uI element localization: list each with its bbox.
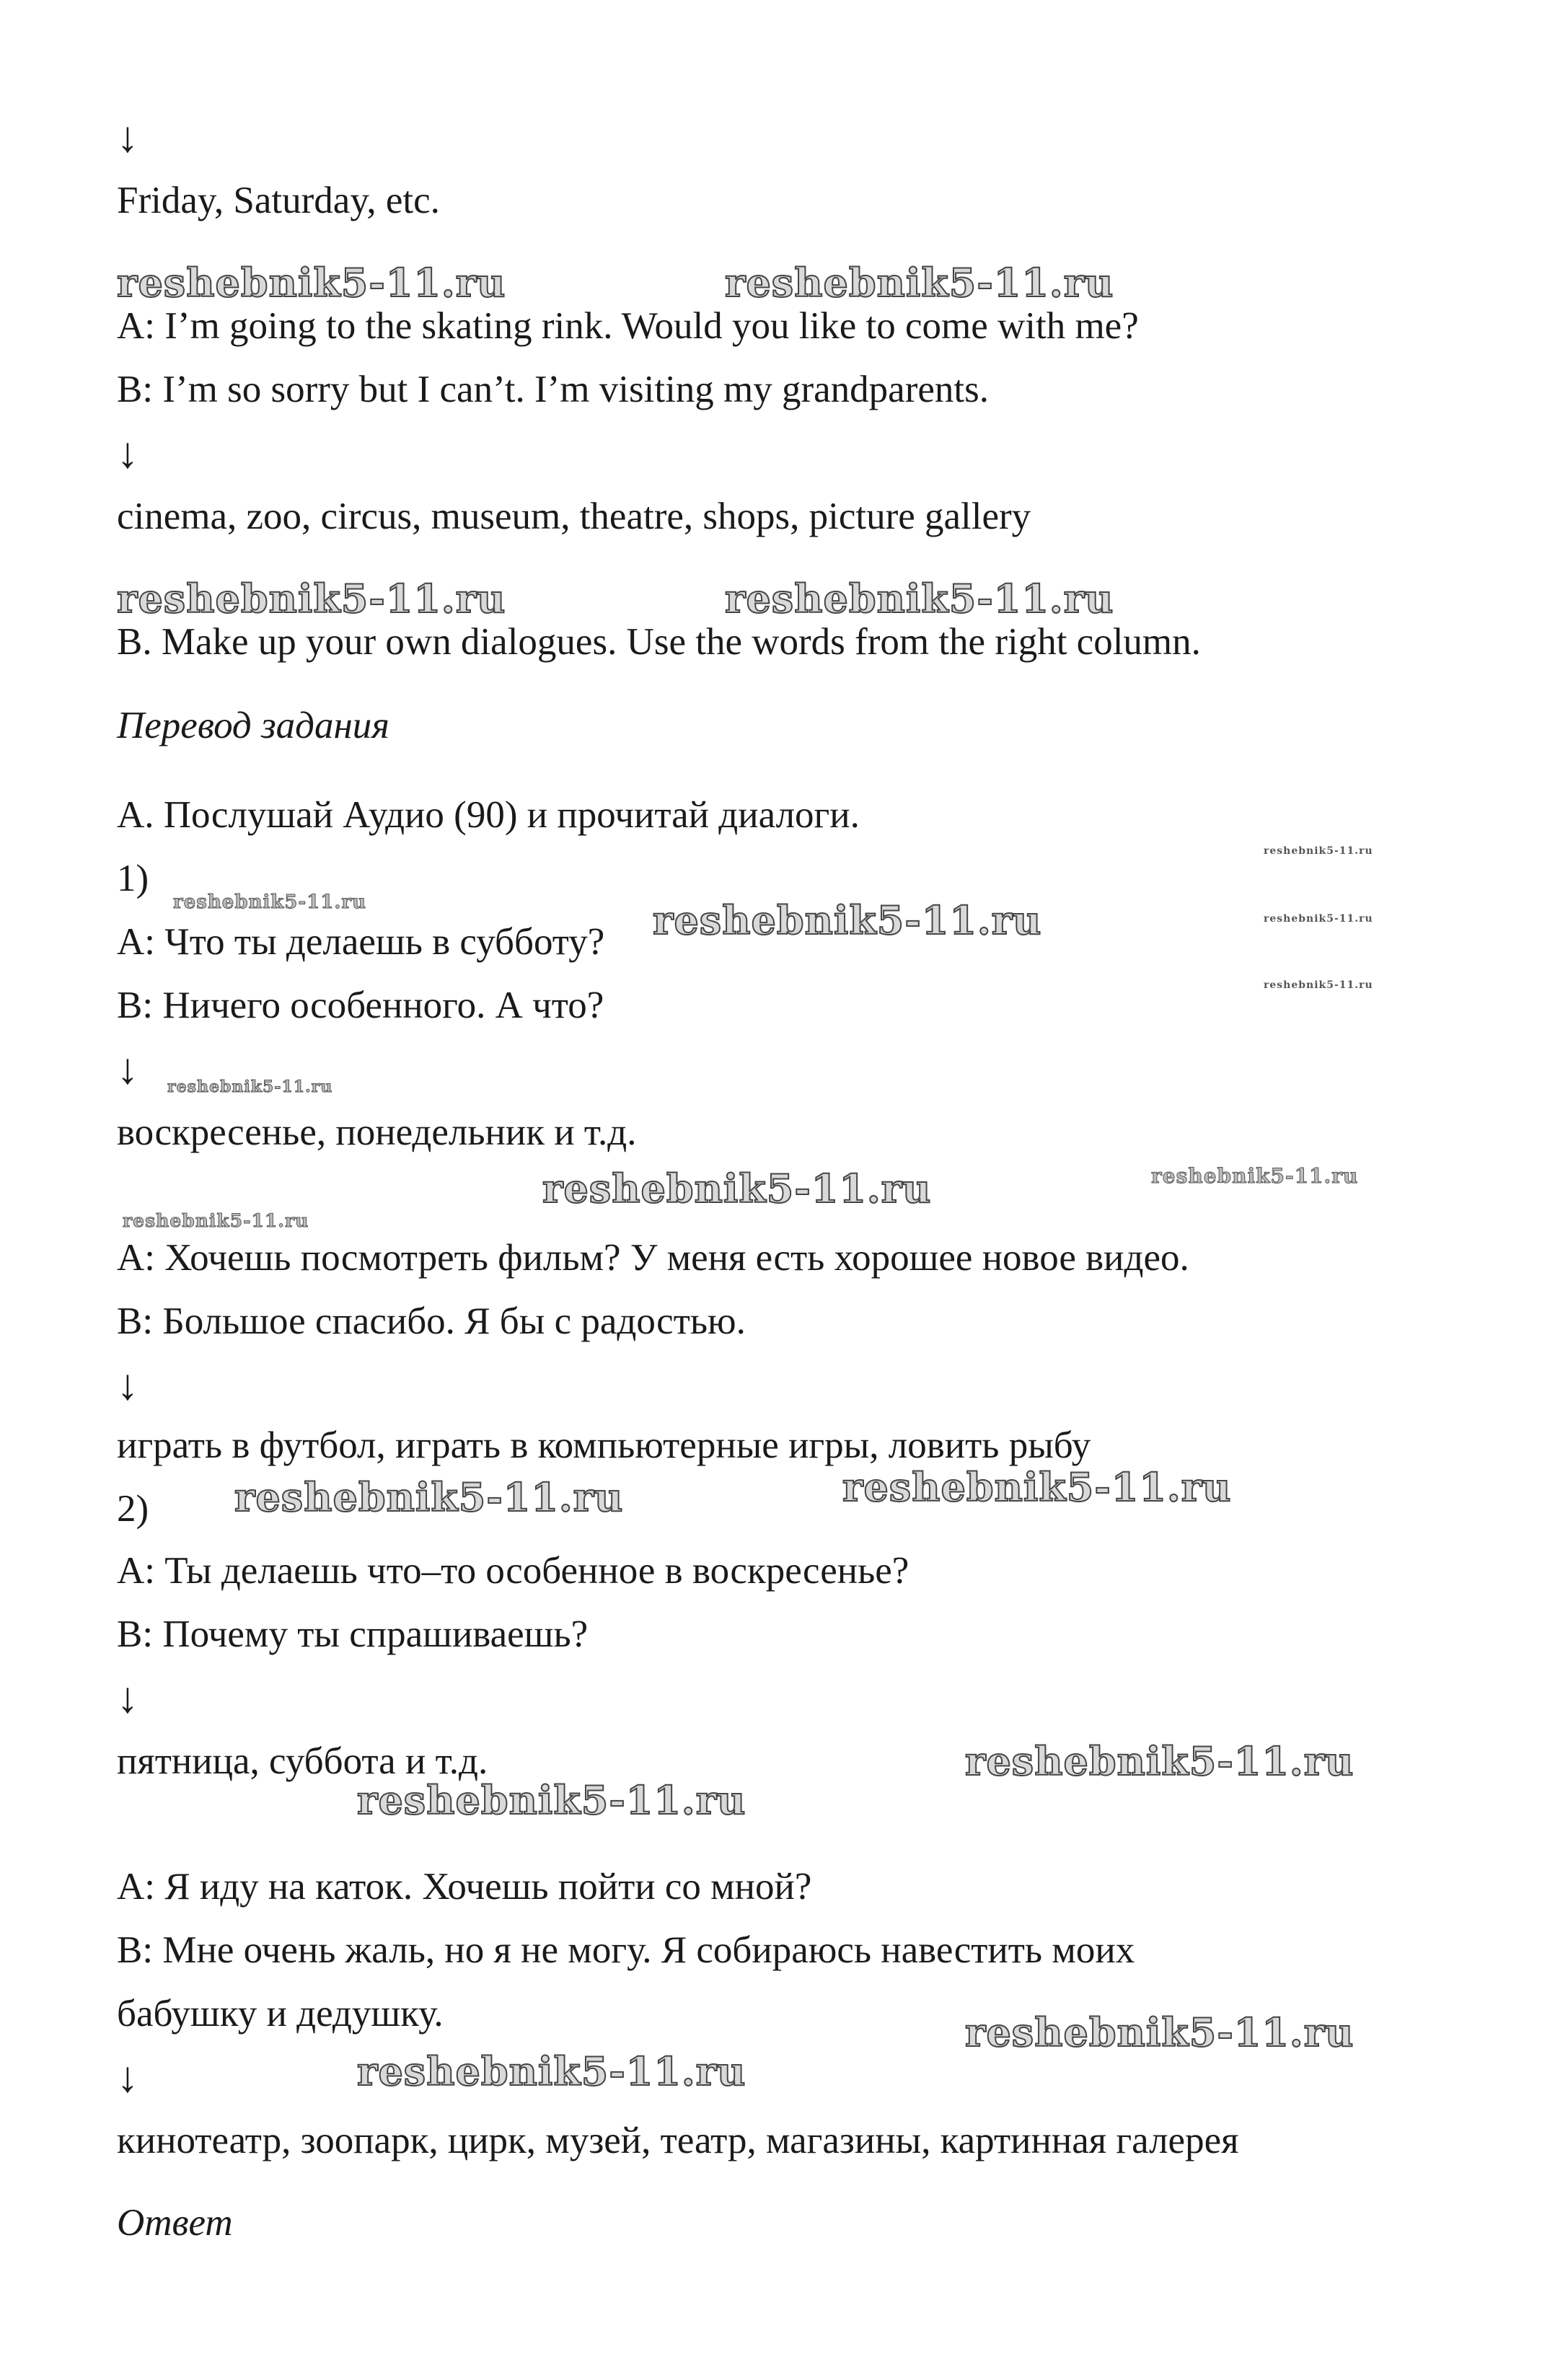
dialogue-line-b: В: Ничего особенного. А что?: [117, 984, 604, 1026]
watermark: reshebnik5-11.ru: [965, 1738, 1354, 1784]
arrow-icon: ↓: [117, 2053, 138, 2101]
watermark: reshebnik5-11.ru: [234, 1474, 624, 1520]
section-heading-answer: Ответ: [117, 2202, 233, 2244]
dialogue-line-a: А: Я иду на каток. Хочешь пойти со мной?: [117, 1866, 812, 1908]
word-list-days-ru: воскресенье, понедельник и т.д.: [117, 1111, 637, 1153]
arrow-icon: ↓: [117, 1361, 138, 1409]
arrow-icon: ↓: [117, 429, 138, 477]
section-heading-translation: Перевод задания: [117, 705, 389, 746]
task-b-instruction: B. Make up your own dialogues. Use the words from the right column.: [117, 621, 1201, 663]
dialogue-line-a: A: I’m going to the skating rink. Would you like to come with me?: [117, 305, 1139, 347]
word-list-days: Friday, Saturday, etc.: [117, 180, 440, 221]
word-list-activities-ru: играть в футбол, играть в компьютерные игры, ловить рыбу: [117, 1424, 1091, 1466]
watermark: reshebnik5-11.ru: [542, 1165, 932, 1212]
watermark: reshebnik5-11.ru: [357, 1777, 746, 1823]
watermark: reshebnik5-11.ru: [357, 2048, 746, 2094]
watermark: reshebnik5-11.ru: [1264, 845, 1373, 857]
watermark: reshebnik5-11.ru: [173, 891, 367, 913]
watermark: reshebnik5-11.ru: [1151, 1164, 1359, 1188]
dialogue-number: 1): [117, 858, 149, 899]
watermark: reshebnik5-11.ru: [1264, 979, 1373, 991]
watermark: reshebnik5-11.ru: [1264, 913, 1373, 925]
watermark: reshebnik5-11.ru: [117, 260, 506, 306]
watermark: reshebnik5-11.ru: [725, 260, 1114, 306]
watermark: reshebnik5-11.ru: [725, 576, 1114, 622]
dialogue-line-b: В: Большое спасибо. Я бы с радостью.: [117, 1300, 746, 1342]
arrow-icon: ↓: [117, 1674, 138, 1722]
watermark: reshebnik5-11.ru: [842, 1464, 1232, 1510]
arrow-icon: ↓: [117, 1045, 138, 1093]
dialogue-line-b: B: I’m so sorry but I can’t. I’m visiting my grandparents.: [117, 369, 989, 410]
word-list-places-ru: кинотеатр, зоопарк, цирк, музей, театр, магазины, картинная галерея: [117, 2120, 1239, 2161]
watermark: reshebnik5-11.ru: [123, 1210, 309, 1231]
watermark: reshebnik5-11.ru: [965, 2009, 1354, 2055]
watermark: reshebnik5-11.ru: [653, 897, 1042, 943]
dialogue-line-a: А: Что ты делаешь в субботу?: [117, 921, 605, 963]
word-list-days-ru: пятница, суббота и т.д.: [117, 1740, 488, 1782]
arrow-icon: ↓: [117, 113, 138, 161]
dialogue-number: 2): [117, 1488, 149, 1530]
watermark: reshebnik5-11.ru: [167, 1077, 333, 1096]
task-a-translation: А. Послушай Аудио (90) и прочитай диалоги.: [117, 794, 860, 836]
dialogue-line-b: В: Почему ты спрашиваешь?: [117, 1613, 589, 1655]
dialogue-line-a: А: Хочешь посмотреть фильм? У меня есть хорошее новое видео.: [117, 1237, 1189, 1279]
dialogue-line-b: В: Мне очень жаль, но я не могу. Я собираюсь навестить моих: [117, 1929, 1135, 1971]
word-list-places: cinema, zoo, circus, museum, theatre, shops, picture gallery: [117, 495, 1031, 537]
watermark: reshebnik5-11.ru: [117, 576, 506, 622]
dialogue-line-a: А: Ты делаешь что–то особенное в воскресенье?: [117, 1550, 909, 1592]
dialogue-line-b-cont: бабушку и дедушку.: [117, 1993, 444, 2035]
